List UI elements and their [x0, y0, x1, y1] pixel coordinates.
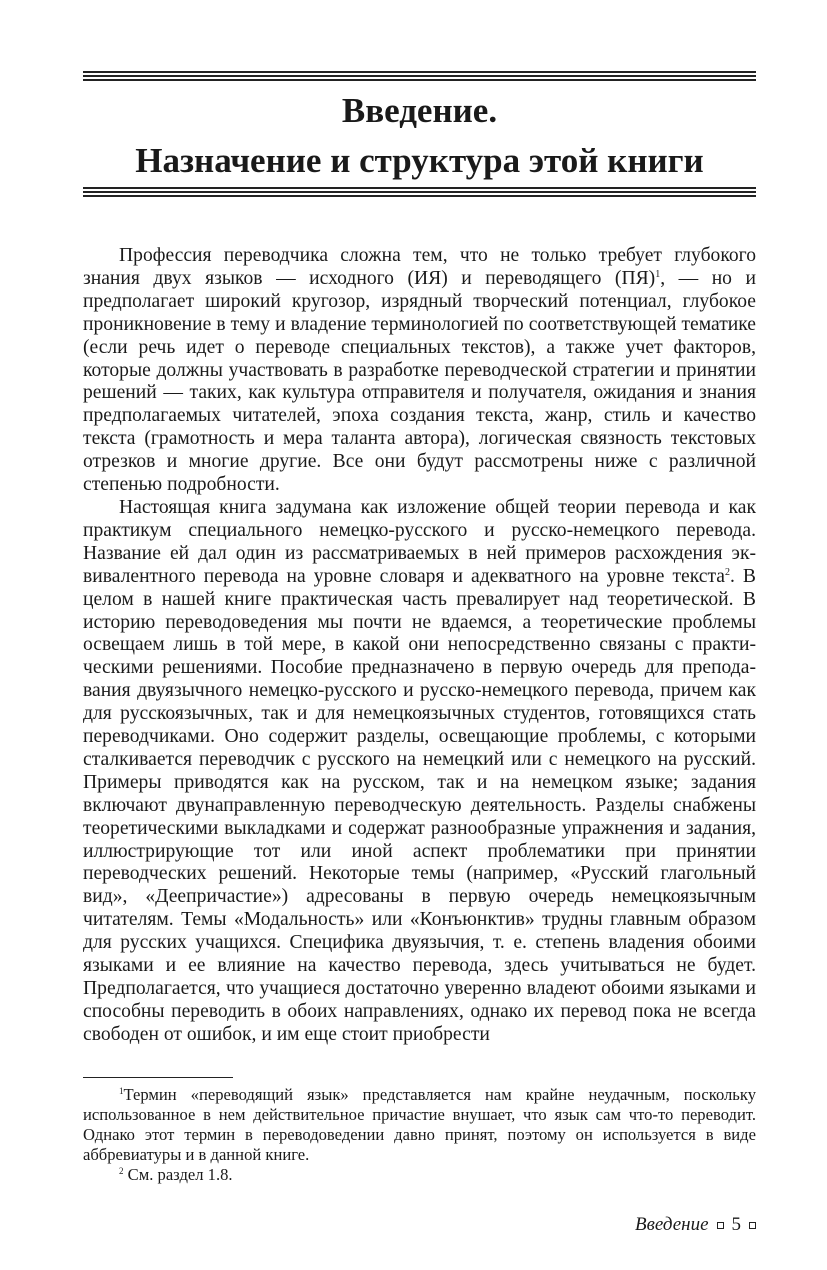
paragraph-1: [83, 245, 756, 497]
square-bullet-icon: [749, 1222, 756, 1229]
title-rule-bottom: [83, 187, 756, 199]
square-bullet-icon: [717, 1222, 724, 1229]
footnote-separator: [83, 1077, 233, 1078]
footnotes: [83, 1085, 756, 1185]
footnote-1-text: Термин «переводящий язык» представляется нам крайне неудачным, поскольку использованное в нем действительное причастие внушает, что язык сам что-то переводит. Однако этот термин в переводоведении давно принят, поэтому он используется в виде аббревиатуры и в данной книге.: [83, 1085, 756, 1164]
footer-section-name: Введение: [635, 1214, 709, 1235]
chapter-title: [83, 86, 756, 186]
footnote-2-mark: 2: [119, 1166, 124, 1176]
paragraph-2-text-a: Настоящая книга задумана как изложение общей теории перевода и как практикум специального немецко-русского и русско-немецкого перевода. Название ей дал один из рассматриваемых в ней примеров расхождения эквивалентного перевода на уровне словаря и адекватного на уровне текста: [83, 496, 756, 587]
footnote-1: [83, 1085, 756, 1165]
footnote-1-mark: 1: [119, 1086, 124, 1096]
title-rule-top: [83, 71, 756, 83]
footnote-2: [83, 1165, 756, 1185]
running-footer: [635, 1213, 756, 1237]
paragraph-2: [83, 497, 756, 1047]
page-number: 5: [731, 1214, 741, 1235]
footnote-2-text: См. раздел 1.8.: [127, 1165, 233, 1184]
paragraph-1-text-b: , — но и предполагает широкий кругозор, изрядный творческий потенциал, глубокое проникновение в тему и владение терминологией по соответствующей тематике (если речь идет о переводе специальных текстов), а также учет факторов, которые должны участвовать в разработке переводческой стратегии и принятии решений — таких, как культура отправителя и получателя, ожидания и знания предполагаемых читателей, эпоха создания текста, жанр, стиль и качество текста (грамотность и мера таланта автора), логическая связность текстовых отрезков и многие другие. Все они будут рассмотрены ниже с различной степенью подробности.: [83, 267, 756, 496]
paragraph-1-text-a: Профессия переводчика сложна тем, что не только требует глубокого знания двух языков — исходного (ИЯ) и переводящего (ПЯ): [83, 245, 756, 289]
chapter-title-line-2: Назначение и структура этой книги: [135, 141, 704, 180]
paragraph-2-text-b: . В целом в нашей книге практическая часть превалирует над теоретической. В историю переводоведения мы почти не вдаемся, а теоретические проблемы освещаем лишь в той мере, в какой они непосредственно связаны с практическими решениями. Пособие предназначено в первую очередь для преподавания двуязычного немецко-русского и русско-немецкого перевода, причем как для русскоязычных, так и для немецкоязычных студентов, готовящихся стать переводчиками. Оно содержит разделы, освещающие проблемы, с которыми сталкивается переводчик с русского на немецкий или с немецкого на русский. Примеры приводятся как на русском, так и на немецком языке; задания включают двунаправленную переводческую деятельность. Разделы снабжены теоретическими выкладками и содержат разнообразные упражнения и задания, иллюстрирующие тот или иной аспект проблематики при принятии переводческих решений. Некоторые темы (например, «Русский глагольный вид», «Деепричастие») адресованы в первую очередь немецкоязычным читателям. Темы «Модальность» или «Конъюнктив» трудны главным образом для русских учащихся. Специфика двуязычия, т. е. степень владения обоими языками и ее влияние на качество перевода, здесь учитываться не будет. Предполагается, что учащиеся достаточно уверенно владеют обоими языками и способны переводить в обоих направлениях, однако их перевод пока не всегда свободен от ошибок, и им еще стоит приобрести: [83, 565, 756, 1045]
body-text: [83, 245, 756, 1047]
footnote-ref-1: 1: [655, 268, 661, 280]
chapter-title-line-1: Введение.: [341, 91, 498, 130]
footnote-ref-2: 2: [724, 566, 730, 578]
